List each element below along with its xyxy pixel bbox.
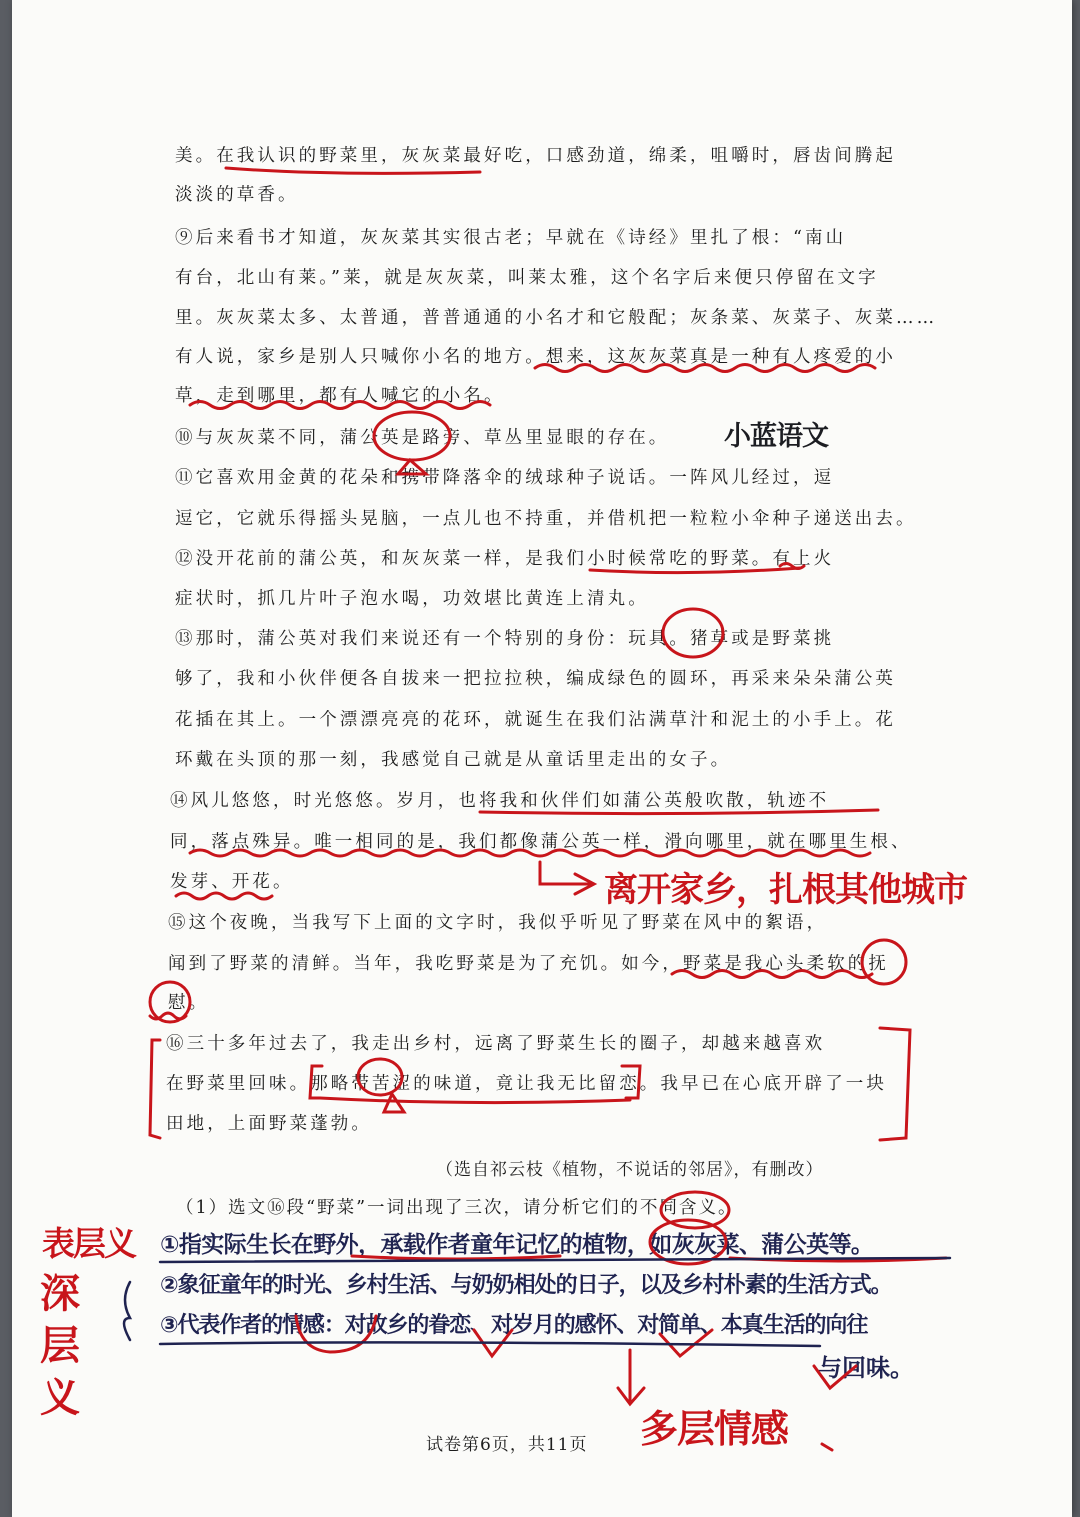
passage-line: 里。灰灰菜太多、太普通，普普通通的小名才和它般配；灰条菜、灰菜子、灰菜…… xyxy=(175,308,938,328)
answer-line-3-cont: 与回味。 xyxy=(818,1354,914,1382)
passage-line: 有人说，家乡是别人只喊你小名的地方。想来，这灰灰菜真是一种有人疼爱的小 xyxy=(175,347,896,367)
passage-line: 花插在其上。一个漂漂亮亮的花环，就诞生在我们沾满草汁和泥土的小手上。花 xyxy=(175,710,896,730)
page-footer: 试卷第6页，共11页 xyxy=(426,1435,588,1455)
label-surface-meaning: 表层义 xyxy=(42,1224,135,1263)
passage-line: 有台，北山有莱。”莱，就是灰灰菜，叫莱太雅，这个名字后来便只停留在文字 xyxy=(175,268,879,288)
passage-line: ⑫没开花前的蒲公英，和灰灰菜一样，是我们小时候常吃的野菜。有上火 xyxy=(175,549,835,569)
answer-line-1: ①指实际生长在野外，承载作者童年记忆的植物，如灰灰菜、蒲公英等。 xyxy=(160,1232,874,1258)
passage-line: 同，落点殊异。唯一相同的是，我们都像蒲公英一样，滑向哪里，就在哪里生根、 xyxy=(170,832,912,852)
passage-line: ⑨后来看书才知道，灰灰菜其实很古老；早就在《诗经》里扎了根：“南山 xyxy=(175,228,847,248)
passage-line: ⑮这个夜晚，当我写下上面的文字时，我似乎听见了野菜在风中的絮语， xyxy=(168,913,828,933)
passage-line: 够了，我和小伙伴便各自拔来一把拉拉秧，编成绿色的圆环，再采来朵朵蒲公英 xyxy=(175,669,896,689)
label-deep-meaning: 深层义 xyxy=(40,1271,80,1421)
passage-line: ⑬那时，蒲公英对我们来说还有一个特别的身份：玩具。猪草或是野菜挑 xyxy=(175,629,835,649)
passage-line: 草，走到哪里，都有人喊它的小名。 xyxy=(175,386,505,406)
passage-line: 逗它，它就乐得摇头晃脑，一点儿也不持重，并借机把一粒粒小伞种子递送出去。 xyxy=(175,509,917,529)
note-multi-emotion: 多层情感 xyxy=(640,1407,789,1451)
answer-line-2: ②象征童年的时光、乡村生活、与奶奶相处的日子，以及乡村朴素的生活方式。 xyxy=(160,1273,892,1298)
question-text: （1）选文⑯段“野菜”一词出现了三次，请分析它们的不同含义。 xyxy=(176,1198,738,1218)
watermark-note: 小蓝语文 xyxy=(724,421,828,452)
margin-note-leave-home: 离开家乡，扎根其他城市 xyxy=(604,870,967,910)
passage-line: 在野菜里回味。那略带苦涩的味道，竟让我无比留恋。我早已在心底开辟了一块 xyxy=(166,1074,887,1094)
source-citation: （选自祁云枝《植物，不说话的邻居》，有删改） xyxy=(436,1160,824,1180)
passage-line: 慰。 xyxy=(168,993,210,1013)
passage-line: 淡淡的草香。 xyxy=(175,185,299,205)
passage-line: ⑪它喜欢用金黄的花朵和携带降落伞的绒球种子说话。一阵风儿经过，逗 xyxy=(175,468,835,488)
passage-line: ⑭风儿悠悠，时光悠悠。岁月，也将我和伙伴们如蒲公英般吹散，轨迹不 xyxy=(170,791,830,811)
passage-line: 闻到了野菜的清鲜。当年，我吃野菜是为了充饥。如今，野菜是我心头柔软的抚 xyxy=(168,954,889,974)
passage-line: 症状时，抓几片叶子泡水喝，功效堪比黄连上清丸。 xyxy=(175,589,649,609)
passage-line: ⑩与灰灰菜不同，蒲公英是路旁、草丛里显眼的存在。 xyxy=(175,428,670,448)
passage-line: 田地，上面野菜蓬勃。 xyxy=(166,1114,372,1134)
passage-line: 环戴在头顶的那一刻，我感觉自己就是从童话里走出的女子。 xyxy=(175,750,732,770)
passage-line: 美。在我认识的野菜里，灰灰菜最好吃，口感劲道，绵柔，咀嚼时，唇齿间腾起 xyxy=(175,146,896,166)
passage-line: 发芽、开花。 xyxy=(170,872,294,892)
passage-line: ⑯三十多年过去了，我走出乡村，远离了野菜生长的圈子，却越来越喜欢 xyxy=(166,1034,826,1054)
answer-line-3: ③代表作者的情感：对故乡的眷恋、对岁月的感怀、对简单、本真生活的向往 xyxy=(160,1313,868,1338)
